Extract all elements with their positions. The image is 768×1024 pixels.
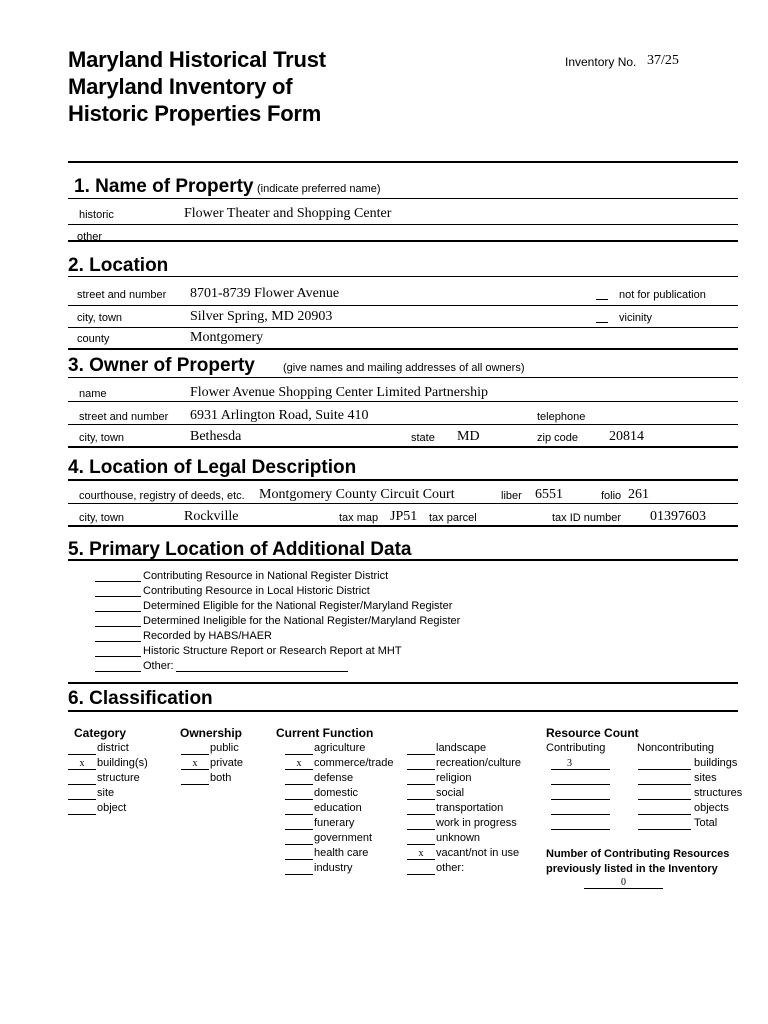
other-name-label: other (77, 231, 103, 243)
category-checkbox[interactable] (68, 799, 96, 800)
historic-name-field[interactable]: Flower Theater and Shopping Center (184, 206, 392, 221)
contributing-count-line (551, 769, 610, 770)
divider (68, 424, 738, 425)
function-checkbox[interactable] (285, 859, 313, 860)
resource-type-label: sites (694, 772, 717, 784)
divider (68, 682, 738, 684)
function-checkbox[interactable] (407, 769, 435, 770)
previously-listed-label-line2: previously listed in the Inventory (546, 863, 718, 875)
function-label: funerary (314, 817, 355, 829)
checkbox-blank[interactable] (95, 656, 141, 657)
divider (68, 161, 738, 163)
function-label: vacant/not in use (436, 847, 520, 859)
tax-parcel-label: tax parcel (429, 512, 477, 524)
additional-data-item: Contributing Resource in Local Historic District (143, 585, 370, 597)
ownership-label: private (210, 757, 244, 769)
section-1-title: 1. Name of Property (74, 176, 254, 197)
checkbox-blank[interactable] (95, 626, 141, 627)
section-6-title: 6. Classification (68, 688, 213, 709)
function-checkbox[interactable] (407, 829, 435, 830)
zip-label: zip code (537, 432, 578, 444)
tax-id-label: tax ID number (552, 512, 622, 524)
ownership-label: public (210, 742, 239, 754)
tax-map-label: tax map (339, 512, 379, 524)
checkbox-blank[interactable] (95, 611, 141, 612)
contributing-count-line (551, 784, 610, 785)
divider (68, 525, 738, 527)
function-checkbox[interactable] (285, 829, 313, 830)
additional-data-item: Determined Eligible for the National Register/Maryland Register (143, 600, 453, 612)
previously-listed-line (584, 888, 663, 889)
divider (68, 327, 738, 328)
zip-field[interactable]: 20814 (609, 429, 644, 444)
current-function-heading: Current Function (276, 726, 374, 740)
ownership-label: both (210, 772, 232, 784)
function-label: other: (436, 862, 465, 874)
contributing-count-line (551, 829, 610, 830)
category-label: structure (97, 772, 140, 784)
form-title-line1: Maryland Historical Trust (68, 47, 326, 72)
additional-data-item: Determined Ineligible for the National Register/Maryland Register (143, 615, 461, 627)
divider (68, 710, 738, 712)
courthouse-label: courthouse, registry of deeds, etc. (79, 490, 245, 502)
contributing-heading: Contributing (546, 742, 606, 754)
divider (68, 479, 738, 481)
resource-type-label: objects (694, 802, 729, 814)
divider (68, 446, 738, 448)
additional-data-item: Historic Structure Report or Research Report at MHT (143, 645, 402, 657)
function-checkbox[interactable] (407, 859, 435, 860)
resource-type-label: structures (694, 787, 743, 799)
form-title-line3: Historic Properties Form (68, 101, 322, 126)
not-for-publication-checkbox[interactable] (596, 299, 608, 300)
state-label: state (411, 432, 435, 444)
noncontributing-heading: Noncontributing (637, 742, 715, 754)
function-checkbox[interactable] (407, 844, 435, 845)
function-label: social (436, 787, 465, 799)
divider (68, 401, 738, 402)
ownership-heading: Ownership (180, 726, 243, 740)
legal-city-label: city, town (79, 512, 125, 524)
folio-label: folio (601, 490, 622, 502)
function-label: health care (314, 847, 369, 859)
function-label: agriculture (314, 742, 366, 754)
function-label: government (314, 832, 373, 844)
previously-listed-field[interactable]: 0 (621, 877, 626, 888)
category-checkbox[interactable] (68, 769, 96, 770)
function-label: commerce/trade (314, 757, 394, 769)
contributing-count-line (551, 814, 610, 815)
category-label: building(s) (97, 757, 148, 769)
function-checkbox[interactable] (285, 814, 313, 815)
function-checkbox[interactable] (285, 874, 313, 875)
category-label: site (97, 787, 115, 799)
other-field[interactable] (176, 671, 348, 672)
state-field[interactable]: MD (457, 429, 480, 444)
county-field[interactable]: Montgomery (190, 330, 264, 345)
noncontributing-count-line (638, 784, 691, 785)
section-3-note: (give names and mailing addresses of all owners) (283, 362, 525, 374)
owner-city-label: city, town (79, 432, 125, 444)
resource-type-label: Total (694, 817, 718, 829)
divider (68, 240, 738, 242)
owner-city-field[interactable]: Bethesda (190, 429, 242, 444)
function-checkbox[interactable] (285, 844, 313, 845)
tax-map-field[interactable]: JP51 (390, 509, 418, 524)
inventory-number: 37/25 (647, 53, 679, 68)
historic-label: historic (79, 209, 114, 221)
function-checkbox[interactable] (407, 784, 435, 785)
category-label: district (97, 742, 129, 754)
category-checkbox[interactable] (68, 814, 96, 815)
category-heading: Category (74, 726, 127, 740)
county-label: county (77, 333, 110, 345)
function-checkbox[interactable] (285, 769, 313, 770)
function-label: recreation/culture (436, 757, 521, 769)
function-checkbox[interactable] (407, 754, 435, 755)
additional-data-item: Recorded by HABS/HAER (143, 630, 272, 642)
street-field[interactable]: 8701-8739 Flower Avenue (190, 286, 340, 301)
function-label: education (314, 802, 362, 814)
function-label: domestic (314, 787, 359, 799)
function-check-mark: x (418, 848, 424, 859)
category-check-mark: x (79, 758, 85, 769)
divider (68, 348, 738, 350)
section-3-title: 3. Owner of Property (68, 355, 255, 376)
function-label: work in progress (436, 817, 517, 829)
ownership-check-mark: x (192, 758, 198, 769)
function-checkbox[interactable] (285, 754, 313, 755)
checkbox-blank[interactable] (95, 641, 141, 642)
additional-data-item: Other: (143, 660, 174, 672)
owner-street-field[interactable]: 6931 Arlington Road, Suite 410 (190, 408, 369, 423)
category-label: object (97, 802, 127, 814)
divider (68, 503, 738, 504)
checkbox-blank[interactable] (95, 671, 141, 672)
noncontributing-count-line (638, 814, 691, 815)
category-checkbox[interactable] (68, 754, 96, 755)
vicinity-checkbox[interactable] (596, 322, 608, 323)
folio-field[interactable]: 261 (628, 487, 649, 502)
function-label: defense (314, 772, 354, 784)
contributing-count-line (551, 799, 610, 800)
not-for-publication-label: not for publication (619, 289, 706, 301)
function-checkbox[interactable] (285, 799, 313, 800)
ownership-checkbox[interactable] (181, 769, 209, 770)
telephone-label: telephone (537, 411, 586, 423)
owner-name-field[interactable]: Flower Avenue Shopping Center Limited Partnership (190, 385, 488, 400)
function-label: religion (436, 772, 472, 784)
function-label: transportation (436, 802, 504, 814)
category-checkbox[interactable] (68, 784, 96, 785)
legal-city-field[interactable]: Rockville (184, 509, 239, 524)
divider (68, 305, 738, 306)
additional-data-item: Contributing Resource in National Register District (143, 570, 389, 582)
ownership-checkbox[interactable] (181, 784, 209, 785)
liber-field[interactable]: 6551 (535, 487, 563, 502)
owner-name-label: name (79, 388, 107, 400)
noncontributing-count-line (638, 799, 691, 800)
contributing-count-field[interactable]: 3 (567, 758, 572, 769)
noncontributing-count-line (638, 829, 691, 830)
function-label: landscape (436, 742, 487, 754)
resource-type-label: buildings (694, 757, 738, 769)
checkbox-blank[interactable] (95, 581, 141, 582)
section-1-note: (indicate preferred name) (257, 183, 381, 195)
vicinity-label: vicinity (619, 312, 653, 324)
inventory-label: Inventory No. (565, 55, 637, 69)
form-title-line2: Maryland Inventory of (68, 74, 293, 99)
noncontributing-count-line (638, 769, 691, 770)
section-4-title: 4. Location of Legal Description (68, 457, 357, 478)
tax-id-field[interactable]: 01397603 (650, 509, 706, 524)
section-2-title: 2. Location (68, 255, 169, 276)
function-label: industry (314, 862, 353, 874)
liber-label: liber (501, 490, 522, 502)
function-checkbox[interactable] (407, 799, 435, 800)
street-label: street and number (77, 289, 167, 301)
function-check-mark: x (296, 758, 302, 769)
city-label: city, town (77, 312, 123, 324)
function-checkbox[interactable] (407, 874, 435, 875)
function-label: unknown (436, 832, 481, 844)
courthouse-field[interactable]: Montgomery County Circuit Court (259, 487, 455, 502)
section-5-title: 5. Primary Location of Additional Data (68, 539, 412, 560)
previously-listed-label-line1: Number of Contributing Resources (546, 848, 730, 860)
function-checkbox[interactable] (285, 784, 313, 785)
divider (68, 377, 738, 378)
ownership-checkbox[interactable] (181, 754, 209, 755)
divider (68, 224, 738, 225)
owner-street-label: street and number (79, 411, 169, 423)
checkbox-blank[interactable] (95, 596, 141, 597)
divider (68, 276, 738, 277)
city-field[interactable]: Silver Spring, MD 20903 (190, 309, 333, 324)
divider (68, 198, 738, 199)
function-checkbox[interactable] (407, 814, 435, 815)
divider (68, 559, 738, 561)
resource-count-heading: Resource Count (546, 726, 639, 740)
